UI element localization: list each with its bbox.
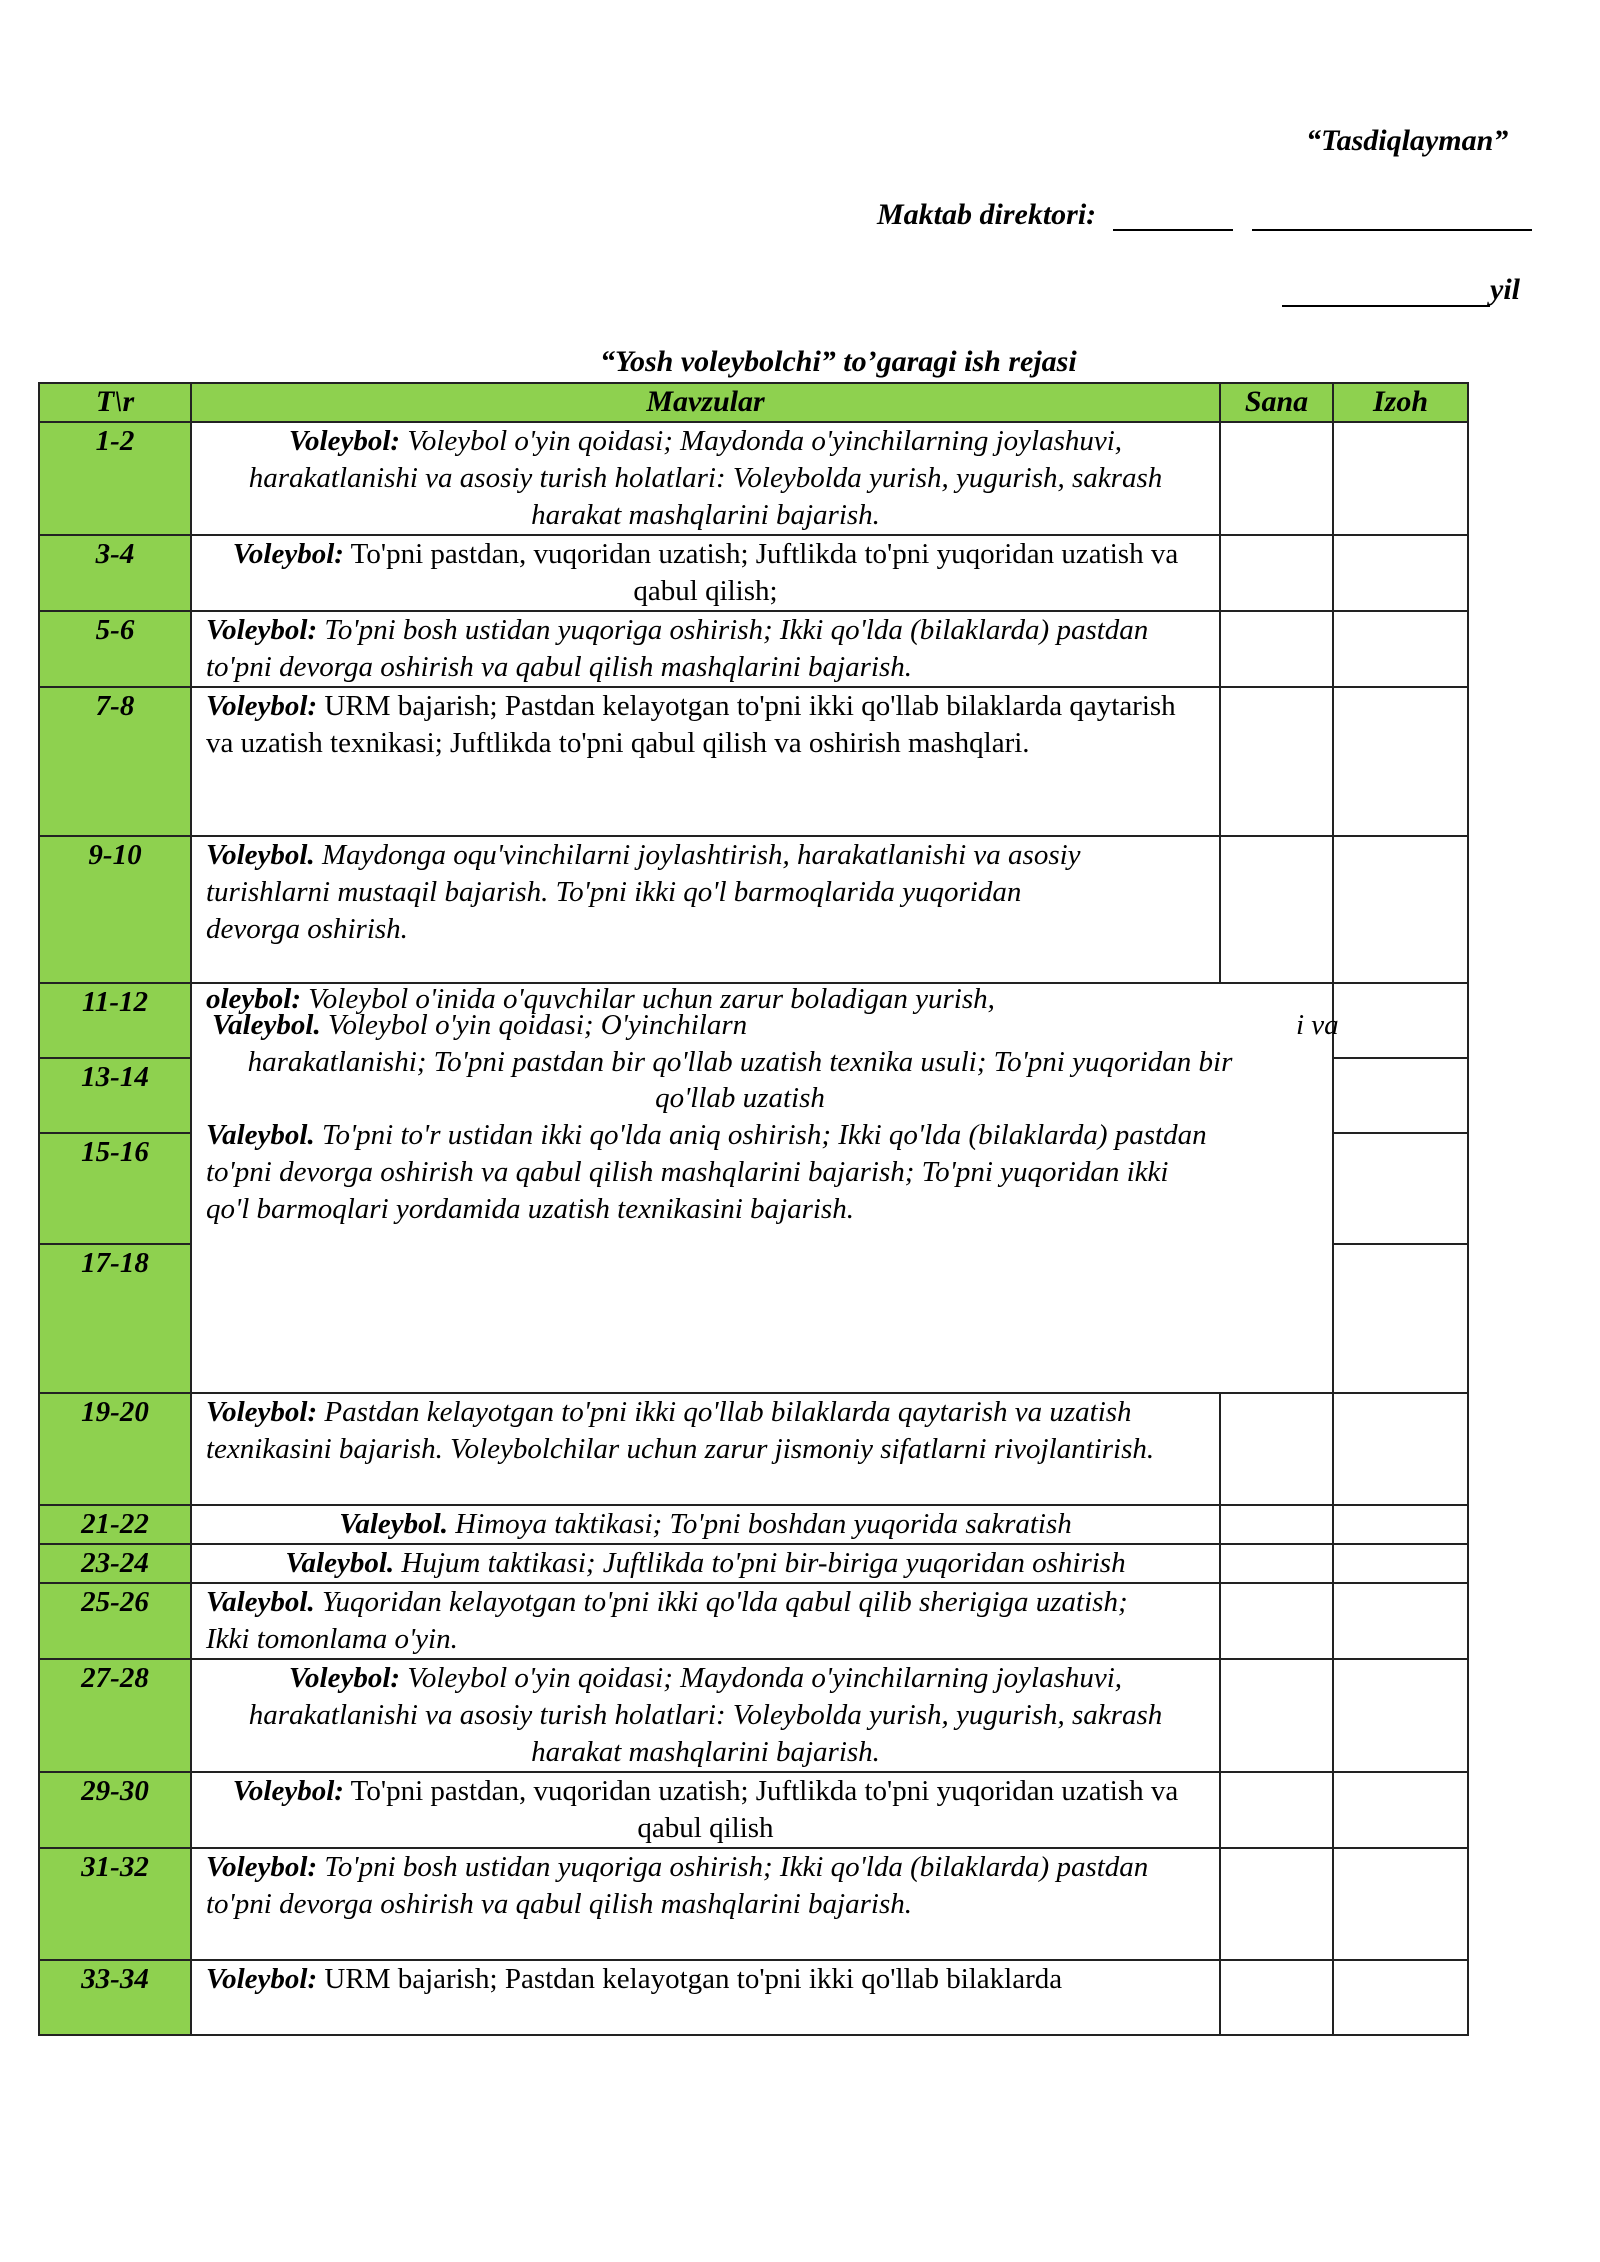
row-topic <box>206 1117 1216 1228</box>
row-date-cell[interactable] <box>1220 1659 1333 1772</box>
table-row <box>39 1659 1468 1772</box>
row-topic-text: Yuqoridan kelayotgan to'pni ikki qo'lda qabul qilib sherigiga uzatish; Ikki tomonlama o'yin. <box>206 1586 1128 1655</box>
table-row <box>39 1393 1468 1505</box>
row-number: 33-34 <box>39 1960 191 2035</box>
row-date-cell[interactable] <box>1220 687 1333 836</box>
row-note-cell[interactable] <box>1333 422 1468 535</box>
table-row <box>39 1772 1468 1848</box>
row-number: 29-30 <box>39 1772 191 1848</box>
row-date-cell[interactable] <box>1220 1960 1333 2035</box>
row-number: 21-22 <box>39 1505 191 1544</box>
table-row <box>39 836 1468 983</box>
column-header-date: Sana <box>1220 383 1333 422</box>
year-line <box>1282 305 1490 307</box>
table-row <box>39 1583 1468 1659</box>
row-date-cell[interactable] <box>1220 836 1333 983</box>
row-topic-text: Pastdan kelayotgan to'pni ikki qo'llab bilaklarda qaytarish va uzatish texnikasini bajarish. Voleybolchilar uchun zarur jismoniy sifatlarni rivojlantirish. <box>206 1396 1155 1465</box>
column-header-topics: Mavzular <box>191 383 1220 422</box>
approval-label: “Tasdiqlayman” <box>1306 124 1509 157</box>
row-note-cell[interactable] <box>1333 687 1468 836</box>
row-number: 9-10 <box>39 836 191 983</box>
row-number: 7-8 <box>39 687 191 836</box>
director-name-line <box>1252 229 1532 231</box>
director-label: Maktab direktori: <box>877 198 1097 231</box>
row-topic-lead: Voleybol: <box>206 614 318 646</box>
row-number: 13-14 <box>39 1058 191 1133</box>
row-number: 31-32 <box>39 1848 191 1960</box>
row-topic <box>191 836 1220 983</box>
row-note-cell[interactable] <box>1333 1393 1468 1505</box>
row-note-cell[interactable] <box>1333 1505 1468 1544</box>
row-date-cell[interactable] <box>1220 422 1333 535</box>
table-row <box>39 1960 1468 2035</box>
row-topic <box>191 1393 1220 1505</box>
row-topic-text: To'pni pastdan, vuqoridan uzatish; Juftlikda to'pni yuqoridan uzatish va qabul qilish <box>350 1775 1179 1844</box>
row-topic-text: To'pni bosh ustidan yuqoriga oshirish; Ikki qo'lda (bilaklarda) pastdan to'pni devorga oshirish va qabul qilish mashqlarini bajarish. <box>206 1851 1149 1920</box>
row-date-cell[interactable] <box>1220 1393 1333 1505</box>
row-topic-lead: Voleybol: <box>206 1396 318 1428</box>
row-topic-lead: Voleybol: <box>232 1775 344 1807</box>
row-topic-lead: Voleybol: <box>206 690 318 722</box>
row-topic-text: Voleybol o'yin qoidasi; O'yinchilarn <box>328 1009 748 1041</box>
row-topic-lead: Voleybol: <box>288 425 401 457</box>
column-header-note: Izoh <box>1333 383 1468 422</box>
row-topic <box>191 1505 1220 1544</box>
table-header-row <box>39 383 1468 422</box>
row-date-cell[interactable] <box>1220 535 1333 611</box>
row-note-cell[interactable] <box>1333 1583 1468 1659</box>
row-topic-lead: Voleybol: <box>206 1851 318 1883</box>
row-note-cell[interactable] <box>1333 1133 1468 1244</box>
table-row <box>39 1505 1468 1544</box>
row-note-cell[interactable] <box>1333 1244 1468 1393</box>
row-note-cell[interactable] <box>1333 1544 1468 1583</box>
row-topic-text: Himoya taktikasi; To'pni boshdan yuqorida sakratish <box>455 1508 1072 1540</box>
row-number: 27-28 <box>39 1659 191 1772</box>
row-number: 19-20 <box>39 1393 191 1505</box>
row-topic-text: Voleybol o'inida o'quvchilar uchun zarur boladigan yurish, <box>308 983 995 1015</box>
row-topic-lead: Valeybol. <box>206 1586 315 1618</box>
table-row <box>39 535 1468 611</box>
row-topic <box>191 1772 1220 1848</box>
row-topic <box>191 1960 1220 2035</box>
row-topic-lead: oleybol: <box>206 983 302 1015</box>
row-date-cell[interactable] <box>1220 1772 1333 1848</box>
merged-topic-cell <box>191 983 1339 1393</box>
row-note-cell[interactable] <box>1333 1960 1468 2035</box>
row-date-cell[interactable] <box>1220 1583 1333 1659</box>
row-topic-text: To'pni to'r ustidan ikki qo'lda aniq oshirish; Ikki qo'lda (bilaklarda) pastdan to'pni devorga oshirish va qabul qilish mashqlarini bajarish; To'pni yuqoridan ikki qo'l barmoqlari yordamida uzatish texnikasini bajarish. <box>206 1119 1207 1225</box>
row-number: 23-24 <box>39 1544 191 1583</box>
row-topic <box>191 1848 1220 1960</box>
row-topic-lead: Valeybol. <box>339 1508 448 1540</box>
row-topic-text: To'pni pastdan, vuqoridan uzatish; Juftlikda to'pni yuqoridan uzatish va qabul qilish; <box>350 538 1179 607</box>
table-row <box>39 1848 1468 1960</box>
row-topic-text: Voleybol o'yin qoidasi; Maydonda o'yinchilarning joylashuvi, harakatlanishi va asosiy turish holatlari: Voleybolda yurish, yugurish, sakrash harakat mashqlarini bajarish. <box>248 1662 1163 1768</box>
row-topic-lead: Voleybol: <box>288 1662 401 1694</box>
row-topic-text-continued: devorga oshirish. <box>206 913 408 945</box>
row-topic <box>191 611 1220 687</box>
row-topic-text: Maydonga oqu'vinchilarni joylashtirish, harakatlanishi va asosiy turishlarni mustaqil bajarish. To'pni ikki qo'l barmoqlarida yuqoridan <box>206 839 1081 908</box>
row-number: 15-16 <box>39 1133 191 1244</box>
row-number: 5-6 <box>39 611 191 687</box>
row-topic <box>191 1544 1220 1583</box>
row-topic-lead: Voleybol: <box>232 538 344 570</box>
row-topic-lead: Valeybol. <box>285 1547 395 1579</box>
row-topic-text: URM bajarish; Pastdan kelayotgan to'pni ikki qo'llab bilaklarda <box>324 1963 1063 1995</box>
row-note-cell[interactable] <box>1333 611 1468 687</box>
row-topic-text: Hujum taktikasi; Juftlikda to'pni bir-biriga yuqoridan oshirish <box>401 1547 1126 1579</box>
table-row <box>39 611 1468 687</box>
column-header-number: T\r <box>39 383 191 422</box>
plan-table <box>38 382 1469 2036</box>
row-topic-lead: Valeybol. <box>212 1009 321 1041</box>
row-topic-lead: Voleybol: <box>206 1963 318 1995</box>
table-row <box>39 687 1468 836</box>
year-label: yil <box>1490 273 1520 306</box>
row-topic <box>191 1659 1220 1772</box>
row-note-cell[interactable] <box>1333 1058 1468 1133</box>
row-topic-text: To'pni bosh ustidan yuqoriga oshirish; Ikki qo'lda (bilaklarda) pastdan to'pni devorga oshirish va qabul qilish mashqlarini bajarish. <box>206 614 1149 683</box>
row-note-cell[interactable] <box>1333 836 1468 983</box>
row-note-cell[interactable] <box>1333 983 1468 1058</box>
row-number: 25-26 <box>39 1583 191 1659</box>
table-row <box>39 983 1468 1058</box>
row-date-cell[interactable] <box>1220 1848 1333 1960</box>
row-topic <box>191 687 1220 836</box>
row-number: 17-18 <box>39 1244 191 1393</box>
row-date-cell[interactable] <box>1220 611 1333 687</box>
row-topic <box>191 422 1220 535</box>
row-topic-text-continued: harakatlanishi; To'pni pastdan bir qo'llab uzatish texnika usuli; To'pni yuqoridan bir qo'llab uzatish <box>247 1046 1233 1114</box>
director-signature-line <box>1113 229 1233 231</box>
row-number: 1-2 <box>39 422 191 535</box>
row-topic-overlap-tail: i va <box>1296 1009 1339 1041</box>
row-note-cell[interactable] <box>1333 1848 1468 1960</box>
document-title: “Yosh voleybolchi” to’garagi ish rejasi <box>600 345 1077 378</box>
table-row <box>39 1544 1468 1583</box>
row-note-cell[interactable] <box>1333 1772 1468 1848</box>
row-topic-text: Voleybol o'yin qoidasi; Maydonda o'yinchilarning joylashuvi, harakatlanishi va asosiy turish holatlari: Voleybolda yurish, yugurish, sakrash harakat mashqlarini bajarish. <box>248 425 1163 531</box>
row-date-cell[interactable] <box>1220 1544 1333 1583</box>
row-note-cell[interactable] <box>1333 1659 1468 1772</box>
row-topic-text: URM bajarish; Pastdan kelayotgan to'pni ikki qo'llab bilaklarda qaytarish va uzatish texnikasi; Juftlikda to'pni qabul qilish va oshirish mashqlari. <box>206 690 1176 759</box>
row-note-cell[interactable] <box>1333 535 1468 611</box>
row-number: 11-12 <box>39 983 191 1058</box>
row-topic-lead: Valeybol. <box>206 1119 315 1151</box>
row-date-cell[interactable] <box>1220 1505 1333 1544</box>
row-topic-lead: Voleybol. <box>206 839 315 871</box>
row-topic-overlap-line <box>212 1008 747 1042</box>
row-topic <box>191 1583 1220 1659</box>
table-row <box>39 422 1468 535</box>
row-topic <box>191 535 1220 611</box>
row-number: 3-4 <box>39 535 191 611</box>
